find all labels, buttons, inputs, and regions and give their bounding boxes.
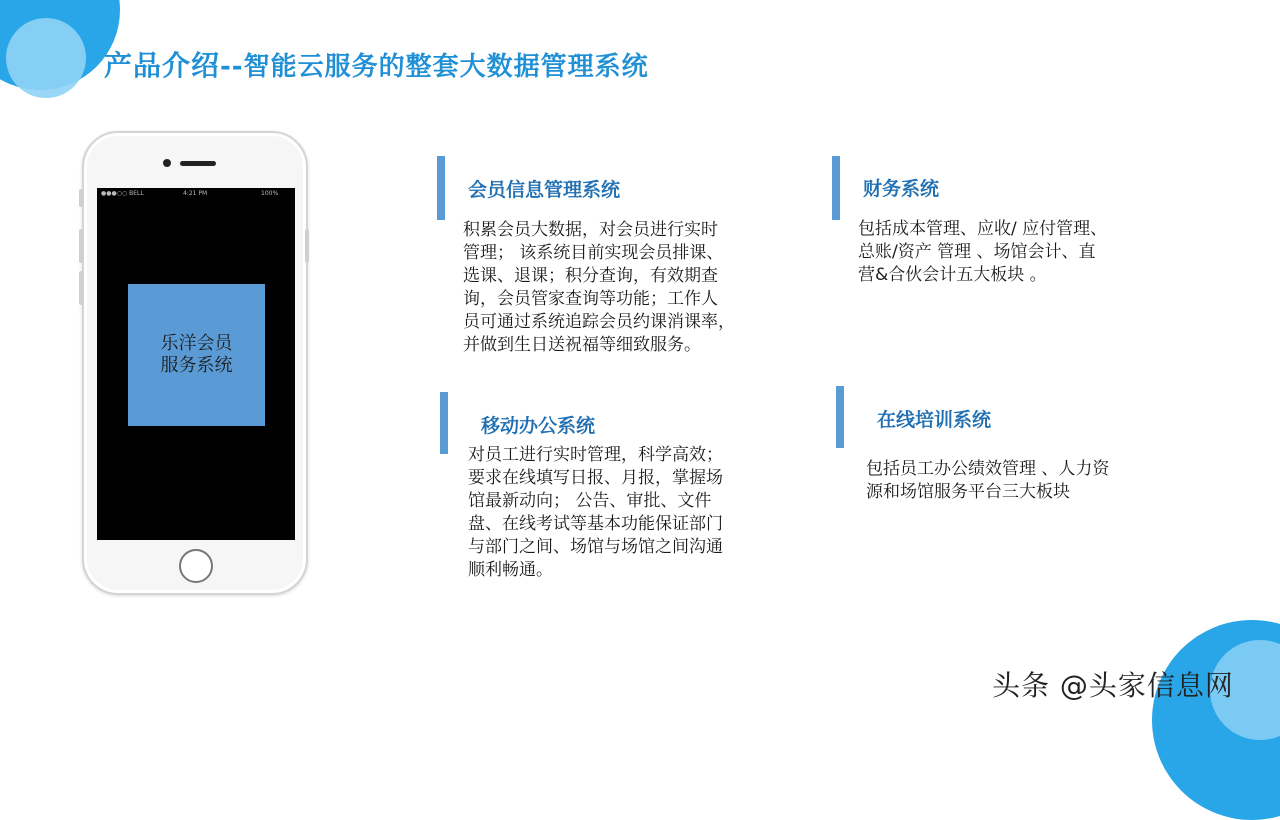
section-accent-bar <box>836 386 844 448</box>
clock-label: 4:21 PM <box>183 190 208 197</box>
section-body-finance: 包括成本管理、应收/ 应付管理、 总账/资产 管理 、场馆会计、直 营&合伙会计五大板块 。 <box>858 219 1108 285</box>
app-tile[interactable]: 乐洋会员 服务系统 <box>128 284 265 426</box>
phone-speaker <box>180 161 216 166</box>
page-title: 产品介绍--智能云服务的整套大数据管理系统 <box>104 49 649 82</box>
phone-mockup <box>82 131 308 595</box>
carrier-label: ●●●○○ BELL <box>101 190 144 197</box>
section-body-mobile-office: 对员工进行实时管理，科学高效； 要求在线填写日报、月报，掌握场 馆最新动向； 公告、审批、文件 盘、在线考试等基本功能保证部门 与部门之间、场馆与场馆之间沟通 顺利畅通。 <box>468 445 723 580</box>
section-accent-bar <box>440 392 448 454</box>
phone-volume-down <box>79 271 83 305</box>
phone-camera <box>163 159 171 167</box>
section-title-finance: 财务系统 <box>863 178 940 200</box>
section-title-member: 会员信息管理系统 <box>468 179 621 201</box>
phone-power-button <box>305 229 309 263</box>
section-body-training: 包括员工办公绩效管理 、人力资 源和场馆服务平台三大板块 <box>866 459 1110 502</box>
section-body-member: 积累会员大数据，对会员进行实时 管理； 该系统目前实现会员排课、 选课、退课；积分查询，有效期查 询，会员管家查询等功能；工作人 员可通过系统追踪会员约课消课率， 并做到生日送祝福等细致服务。 <box>463 220 735 355</box>
section-accent-bar <box>437 156 445 220</box>
section-title-mobile-office: 移动办公系统 <box>481 415 596 437</box>
watermark: 头条 @头家信息网 <box>992 669 1234 702</box>
phone-home-button <box>179 549 213 583</box>
phone-volume-up <box>79 229 83 263</box>
phone-status-bar <box>97 188 295 200</box>
top-left-decoration-circle-light <box>6 18 86 98</box>
battery-label: 100% <box>261 190 279 197</box>
phone-silent-switch <box>79 189 83 207</box>
section-title-training: 在线培训系统 <box>877 409 992 431</box>
section-accent-bar <box>832 156 840 220</box>
phone-screen <box>97 188 295 540</box>
